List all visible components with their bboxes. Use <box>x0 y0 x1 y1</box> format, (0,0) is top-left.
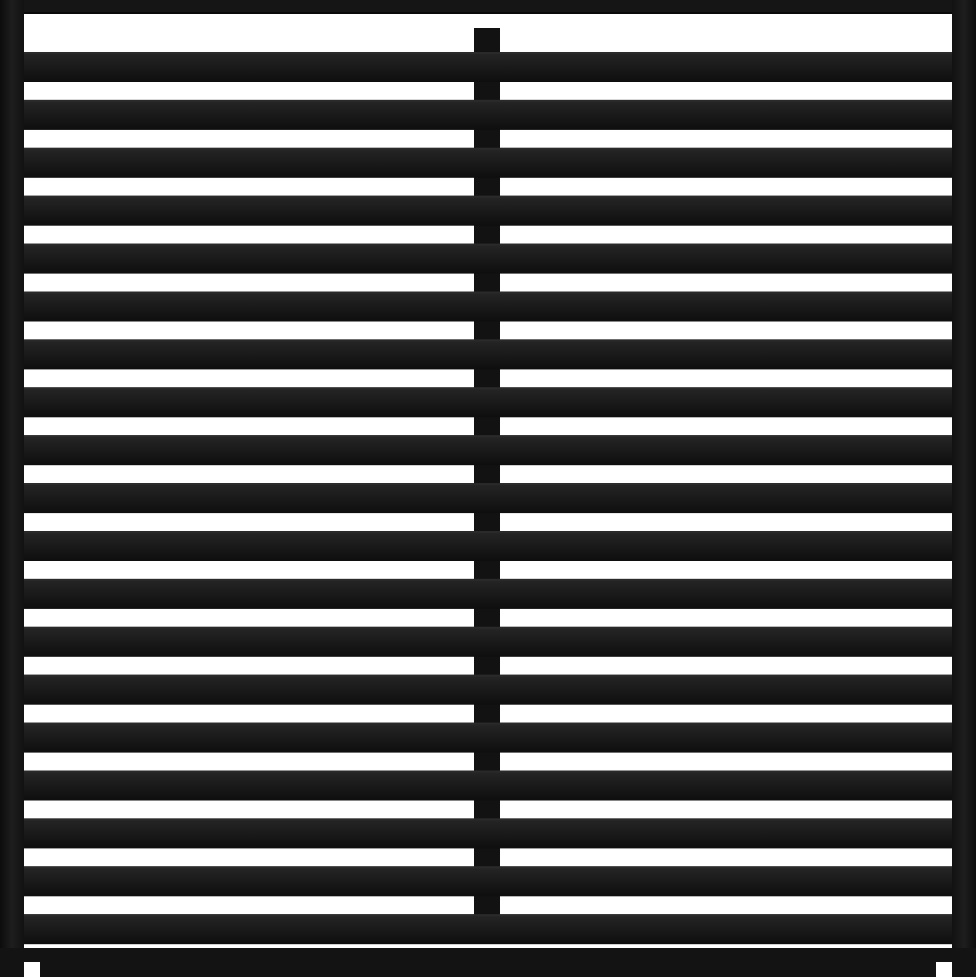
fence-slat <box>20 483 956 513</box>
fence-slat <box>20 675 956 705</box>
foot-gap-right <box>936 962 952 977</box>
fence-slat <box>20 627 956 657</box>
top-rail-shadow <box>0 12 976 14</box>
slat-highlight <box>20 387 956 389</box>
slat-highlight <box>20 100 956 102</box>
top-rail <box>0 0 976 14</box>
fence-slat <box>20 914 956 944</box>
slat-highlight <box>20 771 956 773</box>
slat-highlight <box>20 723 956 725</box>
slat-highlight <box>20 483 956 485</box>
fence-slat <box>20 52 956 82</box>
slat-highlight <box>20 244 956 246</box>
slat-highlight <box>20 818 956 820</box>
fence-slat <box>20 818 956 848</box>
fence-slat <box>20 866 956 896</box>
fence-slat <box>20 579 956 609</box>
slat-highlight <box>20 675 956 677</box>
slat-highlight <box>20 52 956 54</box>
slat-highlight <box>20 531 956 533</box>
slat-highlight <box>20 914 956 916</box>
right-post <box>952 0 976 977</box>
fence-slat <box>20 100 956 130</box>
slat-highlight <box>20 339 956 341</box>
left-post <box>0 0 24 977</box>
fence-slat <box>20 292 956 322</box>
fence-slat <box>20 387 956 417</box>
fence-slat <box>20 435 956 465</box>
slat-highlight <box>20 579 956 581</box>
slat-highlight <box>20 292 956 294</box>
slat-highlight <box>20 196 956 198</box>
slat-highlight <box>20 435 956 437</box>
fence-slat <box>20 339 956 369</box>
fence-slat <box>20 723 956 753</box>
slat-highlight <box>20 866 956 868</box>
slat-highlight <box>20 148 956 150</box>
fence-slat <box>20 148 956 178</box>
fence-slat <box>20 196 956 226</box>
fence-slat <box>20 531 956 561</box>
bottom-rail <box>0 948 976 977</box>
slat-highlight <box>20 627 956 629</box>
fence-slat <box>20 244 956 274</box>
fence-slat <box>20 771 956 801</box>
foot-gap-left <box>24 962 40 977</box>
